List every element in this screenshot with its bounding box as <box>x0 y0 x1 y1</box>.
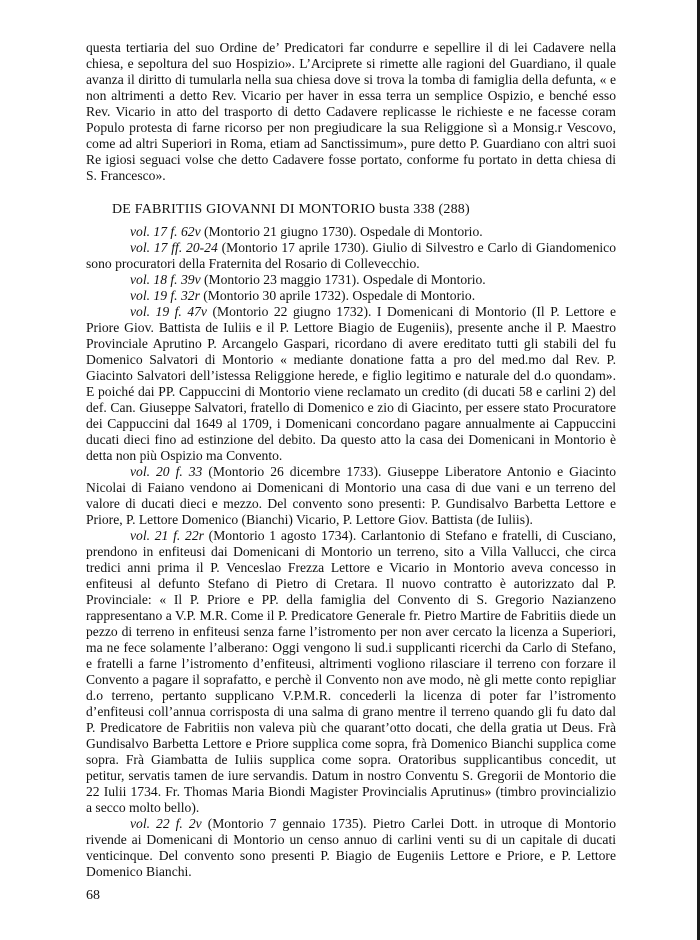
entry-paragraph <box>86 240 616 272</box>
entry-text: (Montorio 30 aprile 1732). Ospedale di Montorio. <box>199 288 476 303</box>
archive-reference: vol. 19 f. 32r <box>130 288 200 303</box>
entry-text: (Montorio 26 dicembre 1733). Giuseppe Liberatore Antonio e Giacinto Nicolai di Faiano vendono ai Domenicani di Montorio una casa di due vani e un terreno del valore di ducati dieci e mezzo. Del convento sono presenti: P. Gundisalvo Barbetta Lettore e Priore, P. Lettore Domenico (Bianchi) Vicario, P. Lettore Giov. Battista (de Iuliis). <box>86 464 616 527</box>
intro-paragraph: questa tertiaria del suo Ordine de’ Predicatori far condurre e sepellire il di lei Cadavere nella chiesa, e sepoltura del suo Hospizio». L’Arciprete si rimette alle ragioni del Guardiano, il quale avanza il diritto di tumularla nella sua chiesa dove si trova la tomba di famiglia della defunta, « e non altrimenti a detto Rev. Vicario per haver in essa terra un semplice Ospizio, e benché esso Rev. Vicario in atto del trasporto di detto Cadavere replicasse le richieste e ne facesse coram Populo protesta di farne ricorso per non pregiudicare la sua Religgione sì a Monsig.r Vescovo, come ad altri Superiori in Roma, etiam ad Sanctissimum», pure detto P. Guardiano con altri suoi Re igiosi seguaci volse che detto Cadavere fosse portato, conforme fu portato in detta chiesa di S. Francesco». <box>86 40 616 183</box>
archive-reference: vol. 19 f. 47v <box>130 304 207 319</box>
archive-reference: vol. 20 f. 33 <box>130 464 203 479</box>
entry-text: (Montorio 22 giugno 1732). I Domenicani di Montorio (Il P. Lettore e Priore Giov. Battista de Iuliis e il P. Lettore Biagio de Eugeniis), presente anche il P. Maestro Provinciale Aprutino P. Arcangelo Gaspari, ricordano di avere ereditato tutti gli stabili del fu Domenico Salvatori di Montorio « mediante donatione fatta a pro del med.mo dal Rev. P. Giacinto Salvatori dell’istessa Religgione herede, e figlio legitimo e naturale del d.o quondam». E poiché dai PP. Cappuccini di Montorio viene reclamato un credito (di ducati 58 e carlini 2) del def. Can. Giuseppe Salvatori, fratello di Domenico e zio di Giacinto, per essere stato Procuratore dei Cappuccini dal 1649 al 1709, i Domenicani concordano pagare annualmente ai Cappuccini ducati dieci fino ad estinzione del debito. Da questo atto la casa dei Domenicani in Montorio è detta non più Ospizio ma Convento. <box>86 304 616 463</box>
page-number: 68 <box>86 888 100 903</box>
entry-paragraph <box>86 304 616 464</box>
archive-reference: vol. 22 f. 2v <box>130 816 202 831</box>
entry-text: (Montorio 1 agosto 1734). Carlantonio di Stefano e fratelli, di Cusciano, prendono in enfiteusi dai Domenicani di Montorio un terreno, sito a Villa Vallucci, che circa tredici anni prima il P. Venceslao Frezza Lettore e Vicario in Montorio aveva concesso in enfiteusi al defunto Stefano di Pietro di Cretara. Il nuovo contratto è autorizzato dal P. Provinciale: « Il P. Priore e PP. della famiglia del Convento di S. Gregorio Nazianzeno rappresentano a V.P. M.R. Come il P. Predicatore Generale fr. Pietro Martire de Fabritiis diede un pezzo di terreno in enfiteusi senza farne l’istromento per non aver cercato la licenza a Superiori, ma ne fece solamente l’alberano: Oggi vengono li sud.i supplicanti ricerchi da Carlo di Stefano, e fratelli a farne l’istromento d’enfiteusi, altrimenti vogliono rilasciare il terreno con forzare il Convento a pagare il soprafatto, e perchè il Convento non ave modo, nè gli mette conto repigliar d.o terreno, pertanto supplicano V.P.M.R. concederli la licenza di poter far l’istromento d’enfiteusi coll’annua corrisposta di una salma di grano mentre il terreno quando gli fu dato dal P. Predicatore de Fabritiis non valeva più che quarant’otto docati, che della gratia ut Deus. Frà Gundisalvo Barbetta Lettore e Priore supplica come sopra, frà Domenico Bianchi supplica come sopra. Frà Giambatta de Iuliis supplica come sopra. Oratoribus supplicantibus concedit, ut petitur, servatis tamen de iure servandis. Datum in nostro Conventu S. Gregorii de Montorio die 22 Iulii 1734. Fr. Thomas Maria Biondi Magister Provincialis Aprutinus» (timbro provincializio a secco molto bello). <box>86 528 616 815</box>
document-body <box>86 40 616 880</box>
archive-reference: vol. 17 ff. 20-24 <box>130 240 218 255</box>
entry-text: (Montorio 23 maggio 1731). Ospedale di Montorio. <box>200 272 486 287</box>
entry-paragraph <box>86 288 616 304</box>
archive-reference: vol. 18 f. 39v <box>130 272 201 287</box>
section-heading: DE FABRITIIS GIOVANNI DI MONTORIO busta 338 (288) <box>112 202 470 217</box>
entry-paragraph <box>86 464 616 528</box>
archive-reference: vol. 17 f. 62v <box>130 224 201 239</box>
archive-reference: vol. 21 f. 22r <box>130 528 204 543</box>
entry-text: (Montorio 21 giugno 1730). Ospedale di Montorio. <box>200 224 483 239</box>
entry-paragraph <box>86 272 616 288</box>
entry-paragraph <box>86 528 616 816</box>
entry-paragraph <box>86 224 616 240</box>
entry-text: (Montorio 7 gennaio 1735). Pietro Carlei Dott. in utroque di Montorio rivende ai Domenicani di Montorio un censo annuo di carlini venti su di un capitale di ducati venticinque. Del convento sono presenti P. Biagio de Eugeniis Lettore e Priore, e P. Lettore Domenico Bianchi. <box>86 816 616 879</box>
entry-paragraph <box>86 816 616 880</box>
entry-text: (Montorio 17 aprile 1730). Giulio di Silvestro e Carlo di Giandomenico sono procuratori della Fraternita del Rosario di Collevecchio. <box>86 240 616 271</box>
